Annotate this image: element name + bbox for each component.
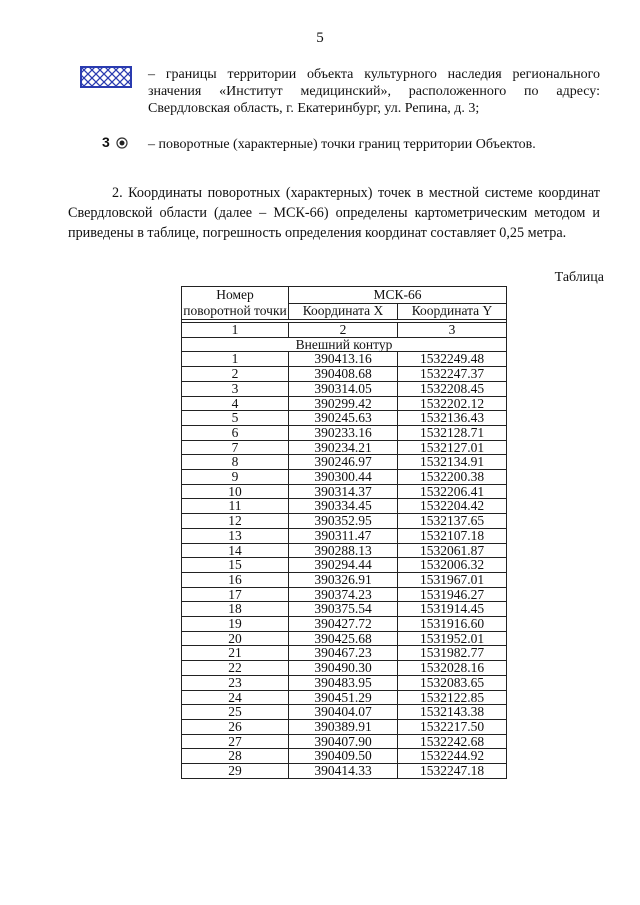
table-row bbox=[182, 734, 507, 749]
table-row bbox=[182, 749, 507, 764]
coord-y-cell: 1532242.68 bbox=[398, 734, 507, 749]
coord-x-cell: 390311.47 bbox=[289, 528, 398, 543]
table-row bbox=[182, 764, 507, 779]
coord-x-cell: 390233.16 bbox=[289, 425, 398, 440]
coord-x-cell: 390234.21 bbox=[289, 440, 398, 455]
coord-x-cell: 390245.63 bbox=[289, 411, 398, 426]
coord-y-cell: 1532247.18 bbox=[398, 764, 507, 779]
coord-x-cell: 390334.45 bbox=[289, 499, 398, 514]
coord-y-cell: 1532204.42 bbox=[398, 499, 507, 514]
coord-x-cell: 390427.72 bbox=[289, 617, 398, 632]
coord-y-cell: 1531914.45 bbox=[398, 602, 507, 617]
table-row bbox=[182, 705, 507, 720]
coord-x-cell: 390425.68 bbox=[289, 631, 398, 646]
point-number-cell: 5 bbox=[182, 411, 289, 426]
coord-y-cell: 1532208.45 bbox=[398, 381, 507, 396]
point-number-cell: 23 bbox=[182, 675, 289, 690]
point-number-cell: 19 bbox=[182, 617, 289, 632]
coord-x-cell: 390414.33 bbox=[289, 764, 398, 779]
coord-y-cell: 1532136.43 bbox=[398, 411, 507, 426]
table-row bbox=[182, 587, 507, 602]
point-number-cell: 2 bbox=[182, 367, 289, 382]
point-number-cell: 25 bbox=[182, 705, 289, 720]
coord-x-cell: 390352.95 bbox=[289, 514, 398, 529]
coord-x-cell: 390451.29 bbox=[289, 690, 398, 705]
column-number-1: 1 bbox=[182, 323, 289, 338]
point-number-cell: 14 bbox=[182, 543, 289, 558]
point-number-cell: 28 bbox=[182, 749, 289, 764]
coord-x-cell: 390467.23 bbox=[289, 646, 398, 661]
point-number-cell: 6 bbox=[182, 425, 289, 440]
coord-y-cell: 1532083.65 bbox=[398, 675, 507, 690]
table-row bbox=[182, 528, 507, 543]
coord-x-cell: 390408.68 bbox=[289, 367, 398, 382]
hatched-boundary-icon bbox=[80, 66, 132, 93]
coord-y-cell: 1532247.37 bbox=[398, 367, 507, 382]
coord-x-cell: 390409.50 bbox=[289, 749, 398, 764]
coordinates-paragraph: 2. Координаты поворотных (характерных) точек в местной системе координат Свердловской области (далее – МСК-66) определены картометрическим методом и приведены в таблице, погрешность определения координат составляет 0,25 метра. bbox=[68, 185, 600, 241]
table-row bbox=[182, 411, 507, 426]
point-number-cell: 16 bbox=[182, 572, 289, 587]
point-number-cell: 22 bbox=[182, 661, 289, 676]
column-number-3: 3 bbox=[398, 323, 507, 338]
point-number-cell: 9 bbox=[182, 470, 289, 485]
point-number-cell: 13 bbox=[182, 528, 289, 543]
point-number-cell: 10 bbox=[182, 484, 289, 499]
point-number-cell: 17 bbox=[182, 587, 289, 602]
point-number-cell: 11 bbox=[182, 499, 289, 514]
point-number-cell: 3 bbox=[182, 381, 289, 396]
header-x: Координата X bbox=[289, 303, 398, 320]
table-row bbox=[182, 499, 507, 514]
coord-y-cell: 1532128.71 bbox=[398, 425, 507, 440]
coord-x-cell: 390374.23 bbox=[289, 587, 398, 602]
table-row bbox=[182, 631, 507, 646]
coord-x-cell: 390294.44 bbox=[289, 558, 398, 573]
point-number-cell: 26 bbox=[182, 719, 289, 734]
coord-y-cell: 1532107.18 bbox=[398, 528, 507, 543]
coord-y-cell: 1532217.50 bbox=[398, 719, 507, 734]
point-number-cell: 29 bbox=[182, 764, 289, 779]
coord-y-cell: 1531946.27 bbox=[398, 587, 507, 602]
header-point-number: Номер поворотной точки bbox=[183, 287, 287, 318]
coord-x-cell: 390490.30 bbox=[289, 661, 398, 676]
table-row bbox=[182, 602, 507, 617]
table-row bbox=[182, 719, 507, 734]
table-row bbox=[182, 661, 507, 676]
page-number: 5 bbox=[316, 30, 324, 46]
coord-y-cell: 1532061.87 bbox=[398, 543, 507, 558]
coord-y-cell: 1532006.32 bbox=[398, 558, 507, 573]
point-number-cell: 12 bbox=[182, 514, 289, 529]
point-number-cell: 27 bbox=[182, 734, 289, 749]
coord-y-cell: 1532122.85 bbox=[398, 690, 507, 705]
table-row bbox=[182, 381, 507, 396]
table-row bbox=[182, 646, 507, 661]
point-number-cell: 18 bbox=[182, 602, 289, 617]
point-number-cell: 15 bbox=[182, 558, 289, 573]
coord-x-cell: 390288.13 bbox=[289, 543, 398, 558]
table-row bbox=[182, 352, 507, 367]
coord-x-cell: 390413.16 bbox=[289, 352, 398, 367]
header-coordinate-system: МСК-66 bbox=[289, 287, 507, 304]
coord-y-cell: 1532244.92 bbox=[398, 749, 507, 764]
coord-y-cell: 1532206.41 bbox=[398, 484, 507, 499]
point-number-cell: 21 bbox=[182, 646, 289, 661]
turning-point-icon bbox=[102, 134, 128, 151]
table-row bbox=[182, 558, 507, 573]
coordinates-table bbox=[181, 286, 507, 779]
table-row bbox=[182, 675, 507, 690]
legend-text-turning-points: – поворотные (характерные) точки границ территории Объектов. bbox=[148, 137, 536, 152]
point-number-cell: 24 bbox=[182, 690, 289, 705]
coord-x-cell: 390375.54 bbox=[289, 602, 398, 617]
coord-x-cell: 390246.97 bbox=[289, 455, 398, 470]
coord-x-cell: 390407.90 bbox=[289, 734, 398, 749]
coord-y-cell: 1531967.01 bbox=[398, 572, 507, 587]
coord-y-cell: 1531952.01 bbox=[398, 631, 507, 646]
table-row bbox=[182, 514, 507, 529]
header-y: Координата Y bbox=[398, 303, 507, 320]
coord-x-cell: 390326.91 bbox=[289, 572, 398, 587]
coord-y-cell: 1532134.91 bbox=[398, 455, 507, 470]
point-number-cell: 7 bbox=[182, 440, 289, 455]
table-row bbox=[182, 455, 507, 470]
coord-x-cell: 390300.44 bbox=[289, 470, 398, 485]
table-row bbox=[182, 425, 507, 440]
coord-x-cell: 390389.91 bbox=[289, 719, 398, 734]
point-number-cell: 8 bbox=[182, 455, 289, 470]
coord-x-cell: 390314.05 bbox=[289, 381, 398, 396]
coord-x-cell: 390404.07 bbox=[289, 705, 398, 720]
coord-y-cell: 1531982.77 bbox=[398, 646, 507, 661]
table-row bbox=[182, 690, 507, 705]
point-number-cell: 20 bbox=[182, 631, 289, 646]
coord-x-cell: 390483.95 bbox=[289, 675, 398, 690]
coord-x-cell: 390314.37 bbox=[289, 484, 398, 499]
coord-y-cell: 1532028.16 bbox=[398, 661, 507, 676]
table-row bbox=[182, 396, 507, 411]
coord-y-cell: 1531916.60 bbox=[398, 617, 507, 632]
table-row bbox=[182, 484, 507, 499]
table-row bbox=[182, 470, 507, 485]
table-row bbox=[182, 367, 507, 382]
coord-y-cell: 1532127.01 bbox=[398, 440, 507, 455]
turning-point-label: 3 bbox=[102, 134, 110, 150]
legend-text-boundary: – границы территории объекта культурного наследия регионального значения «Институт медицинский», расположенного по адресу: Свердловская область, г. Екатеринбург, ул. Репина, д. 3; bbox=[148, 67, 600, 116]
coord-y-cell: 1532249.48 bbox=[398, 352, 507, 367]
point-number-cell: 4 bbox=[182, 396, 289, 411]
coord-y-cell: 1532143.38 bbox=[398, 705, 507, 720]
section-title: Внешний контур bbox=[182, 337, 507, 352]
table-row bbox=[182, 617, 507, 632]
table-row bbox=[182, 440, 507, 455]
column-number-2: 2 bbox=[289, 323, 398, 338]
table-row bbox=[182, 572, 507, 587]
table-row bbox=[182, 543, 507, 558]
table-body bbox=[182, 352, 507, 778]
coord-x-cell: 390299.42 bbox=[289, 396, 398, 411]
point-number-cell: 1 bbox=[182, 352, 289, 367]
coord-y-cell: 1532202.12 bbox=[398, 396, 507, 411]
coord-y-cell: 1532200.38 bbox=[398, 470, 507, 485]
table-caption: Таблица bbox=[554, 270, 604, 285]
coord-y-cell: 1532137.65 bbox=[398, 514, 507, 529]
